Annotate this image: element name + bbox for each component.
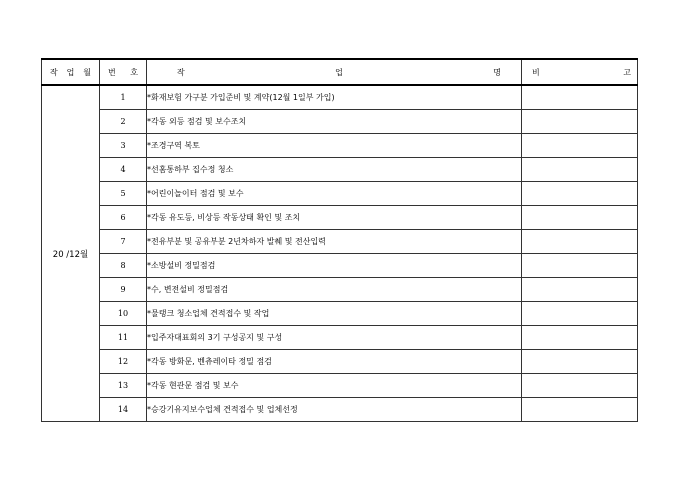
table-row (42, 398, 638, 422)
header-month-char: 작 (50, 67, 58, 77)
table-row (42, 206, 638, 230)
row-number: 4 (100, 158, 147, 182)
table-row (42, 254, 638, 278)
work-item: *선홈통하부 집수정 청소 (147, 158, 522, 182)
work-item: *소방설비 정밀점검 (147, 254, 522, 278)
header-month-char: 월 (83, 67, 91, 77)
row-number: 2 (100, 110, 147, 134)
header-work (147, 59, 522, 85)
table-row (42, 278, 638, 302)
work-item: *승강기유지보수업체 견적접수 및 업체선정 (147, 398, 522, 422)
header-no (100, 59, 147, 85)
header-note-char: 고 (623, 67, 631, 77)
row-number: 7 (100, 230, 147, 254)
table-row (42, 302, 638, 326)
work-item: *수, 변전설비 정밀점검 (147, 278, 522, 302)
work-item: *물탱크 청소업체 견적접수 및 작업 (147, 302, 522, 326)
row-number: 14 (100, 398, 147, 422)
note-cell (522, 110, 638, 134)
row-number: 11 (100, 326, 147, 350)
work-log-table (41, 58, 638, 422)
note-cell (522, 350, 638, 374)
note-cell (522, 230, 638, 254)
header-work-char: 작 (177, 67, 185, 77)
work-item: *각동 외등 점검 및 보수조치 (147, 110, 522, 134)
note-cell (522, 326, 638, 350)
work-item: *조경구역 복토 (147, 134, 522, 158)
table-row (42, 182, 638, 206)
note-cell (522, 206, 638, 230)
row-number: 13 (100, 374, 147, 398)
note-cell (522, 302, 638, 326)
table-body (42, 85, 638, 422)
note-cell (522, 158, 638, 182)
row-number: 5 (100, 182, 147, 206)
work-item: *화재보험 가구분 가입준비 및 계약(12월 1일부 가입) (147, 85, 522, 110)
note-cell (522, 278, 638, 302)
header-note-char: 비 (532, 67, 540, 77)
work-item: *입주자대표회의 3기 구성공지 및 구성 (147, 326, 522, 350)
row-number: 3 (100, 134, 147, 158)
header-no-char: 번 (108, 67, 116, 77)
work-item: *전유부분 및 공유부분 2년차하자 발췌 및 전산입력 (147, 230, 522, 254)
header-month-char: 업 (66, 67, 75, 77)
table-row (42, 134, 638, 158)
row-number: 10 (100, 302, 147, 326)
note-cell (522, 182, 638, 206)
work-item: *각동 현관문 점검 및 보수 (147, 374, 522, 398)
header-month (42, 59, 100, 85)
table-row (42, 374, 638, 398)
month-cell: 20 /12월 (42, 85, 100, 422)
header-work-char: 명 (493, 67, 501, 77)
row-number: 9 (100, 278, 147, 302)
table-row (42, 110, 638, 134)
table-row (42, 158, 638, 182)
row-number: 8 (100, 254, 147, 278)
header-no-char: 호 (130, 67, 138, 77)
note-cell (522, 374, 638, 398)
header-work-char: 업 (335, 67, 343, 77)
note-cell (522, 134, 638, 158)
table-row (42, 350, 638, 374)
note-cell (522, 398, 638, 422)
header-row (42, 59, 638, 85)
work-item: *어린이놀이터 점검 및 보수 (147, 182, 522, 206)
row-number: 12 (100, 350, 147, 374)
table-header (42, 59, 638, 85)
table-row (42, 230, 638, 254)
work-item: *각동 유도등, 비상등 작동상태 확인 및 조치 (147, 206, 522, 230)
table-row (42, 326, 638, 350)
table-row (42, 85, 638, 110)
header-note (522, 59, 638, 85)
note-cell (522, 85, 638, 110)
work-item: *각동 방화문, 벤츄레이타 정밀 점검 (147, 350, 522, 374)
row-number: 1 (100, 85, 147, 110)
row-number: 6 (100, 206, 147, 230)
note-cell (522, 254, 638, 278)
